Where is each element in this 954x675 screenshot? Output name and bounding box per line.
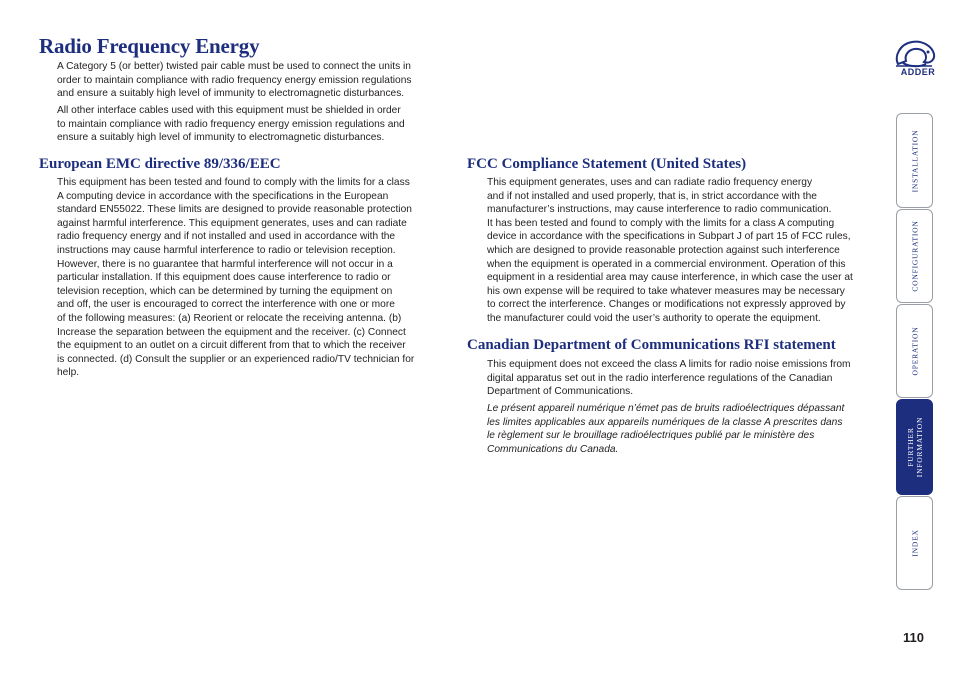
canada-paragraph: This equipment does not exceed the class A limits for radio noise emissions from digital apparatus set out in the radio interference regulations of the Canadian Department of Communications. bbox=[487, 359, 851, 398]
intro-paragraph-2: All other interface cables used with this equipment must be shielded in order to maintain compliance with radio frequency energy emission regulations and ensure a suitably high level of immunity to electromagnetic disturbances. bbox=[57, 105, 405, 144]
canada-heading: Canadian Department of Communications RFI statement bbox=[467, 337, 836, 353]
page-number: 110 bbox=[903, 630, 924, 645]
tab-operation[interactable] bbox=[896, 304, 933, 398]
tab-index[interactable] bbox=[896, 496, 933, 590]
fcc-paragraph: This equipment generates, uses and can radiate radio frequency energy and if not installed and used properly, that is, in strict accordance with the manufacturer’s instructions, may cause interference to radio communication. It has been tested and found to comply with the limits for a class A computing device in accordance with the specifications in Subpart J of part 15 of FCC rules, which are designed to provide reasonable protection against such interference when the equipment is operated in a commercial environment. Operation of this equipment in a residential area may cause interference, in which case the user at his own expense will be required to take whatever measures may be necessary to correct the interference. Changes or modifications not expressly approved by the manufacturer could void the user’s authority to operate the equipment. bbox=[487, 177, 853, 324]
adder-logo-text: ADDER bbox=[900, 67, 936, 77]
emc-heading: European EMC directive 89/336/EEC bbox=[39, 156, 281, 172]
fcc-heading: FCC Compliance Statement (United States) bbox=[467, 156, 747, 172]
intro-paragraph-1: A Category 5 (or better) twisted pair cable must be used to connect the units in order to maintain compliance with radio frequency energy emission regulations and ensure a suitably high level of immunity to electromagnetic disturbances. bbox=[57, 61, 412, 100]
emc-paragraph: This equipment has been tested and found to comply with the limits for a class A computing device in accordance with the specifications in the European standard EN55022. These limits are designed to provide reasonable protection against harmful interference. This equipment generates, uses and can radiate radio frequency energy and if not installed and used in accordance with the instructions may cause harmful interference to radio or television reception. However, there is no guarantee that harmful interference will not occur in a particular installation. If this equipment does cause interference to radio or television reception, which can be determined by turning the equipment on and off, the user is encouraged to correct the interference with one or more of the following measures: (a) Reorient or relocate the receiving antenna. (b) Increase the separation between the equipment and the receiver. (c) Connect the equipment to an outlet on a circuit different from that to which the receiver is connected. (d) Consult the supplier or an experienced radio/TV technician for help. bbox=[57, 177, 415, 379]
tab-configuration-label: CONFIGURATION bbox=[910, 220, 919, 292]
tab-installation-label: INSTALLATION bbox=[910, 129, 919, 192]
tab-further-information-label: FURTHER INFORMATION bbox=[905, 416, 924, 478]
tab-index-label: INDEX bbox=[910, 529, 919, 557]
canada-french-paragraph: Le présent appareil numérique n’émet pas de bruits radioélectriques dépassant les limites applicables aux appareils numériques de la classe A prescrites dans le règlement sur le brouillage radioélectriques publié par le ministère des Communications du Canada. bbox=[487, 403, 845, 455]
tab-operation-label: OPERATION bbox=[910, 326, 919, 376]
tab-configuration[interactable] bbox=[896, 209, 933, 303]
page-title: Radio Frequency Energy bbox=[39, 34, 260, 58]
tab-further-information[interactable] bbox=[896, 399, 933, 495]
tab-installation[interactable] bbox=[896, 113, 933, 208]
